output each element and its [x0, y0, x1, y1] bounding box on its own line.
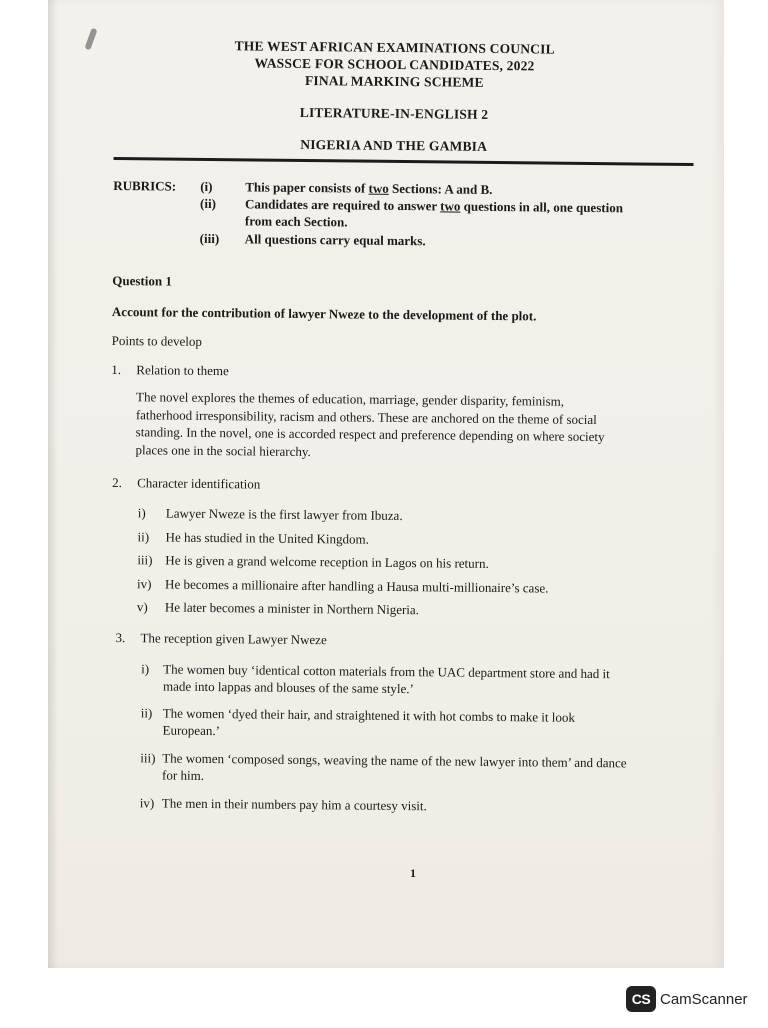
rubric-text-2: Candidates are required to answer two questions in all, one question [245, 196, 624, 216]
section-1-heading [111, 361, 229, 379]
section-3-heading [115, 629, 326, 648]
exam-title: WASSCE FOR SCHOOL CANDIDATES, 2022 [254, 55, 535, 74]
region-title: NIGERIA AND THE GAMBIA [300, 136, 488, 154]
camscanner-logo-icon: CS [626, 986, 656, 1012]
rubric-num-3: (iii) [199, 230, 220, 247]
council-title: THE WEST AFRICAN EXAMINATIONS COUNCIL [234, 38, 555, 57]
scheme-title: FINAL MARKING SCHEME [304, 72, 484, 90]
list-item: iii) He is given a grand welcome reception in Lagos on his return. [137, 552, 489, 571]
subject-title: LITERATURE-IN-ENGLISH 2 [299, 104, 489, 122]
list-item: ii) He has studied in the United Kingdom. [137, 529, 369, 547]
question-title: Question 1 [112, 272, 172, 289]
section-2-title: Character identification [137, 475, 261, 492]
points-label: Points to develop [111, 332, 203, 349]
section-3-title: The reception given Lawyer Nweze [140, 630, 327, 648]
list-item: iii) The women ‘composed songs, weaving the name of the new lawyer into them’ and dance for him. [140, 750, 627, 783]
list-item: ii) The women ‘dyed their hair, and straightened it with hot combs to make it look European.’ [140, 705, 575, 739]
list-item: iv) He becomes a millionaire after handling a Hausa multi-millionaire’s case. [137, 576, 549, 596]
rubric-text-1: This paper consists of two Sections: A and B. [245, 179, 493, 197]
section-3-number: 3. [115, 630, 126, 646]
camscanner-label: CamScanner [660, 990, 748, 1008]
section-1-title: Relation to theme [136, 362, 229, 379]
question-prompt: Account for the contribution of lawyer Nweze to the development of the plot. [111, 303, 537, 324]
list-item: i) The women buy ‘identical cotton materials from the UAC department store and had it made into lappas and blouses of the same style.’ [141, 661, 610, 697]
rubric-text-3: All questions carry equal marks. [244, 231, 426, 249]
rubric-num-2: (ii) [200, 195, 217, 212]
section-2-number: 2. [112, 474, 122, 491]
list-item: iv) The men in their numbers pay him a courtesy visit. [139, 795, 427, 814]
camscanner-watermark [626, 986, 748, 1012]
page-number: 1 [410, 866, 416, 880]
list-item: i) Lawyer Nweze is the first lawyer from Ibuza. [137, 505, 403, 524]
list-item: v) He later becomes a minister in Northern Nigeria. [136, 599, 420, 618]
section-1-number: 1. [111, 361, 122, 378]
section-2-heading [112, 474, 260, 493]
header-divider [114, 157, 694, 166]
rubric-num-1: (i) [200, 178, 213, 195]
section-1-paragraph: The novel explores the themes of education, marriage, gender disparity, feminism, fatherhood irresponsibility, racism and others. These are anchored on the theme of social standing. In the novel, one is accorded respect and preference depending on where society places one in the social hierarchy. [135, 389, 605, 459]
rubrics-label: RUBRICS: [113, 177, 177, 194]
rubric-text-2-cont: from each Section. [244, 213, 348, 230]
